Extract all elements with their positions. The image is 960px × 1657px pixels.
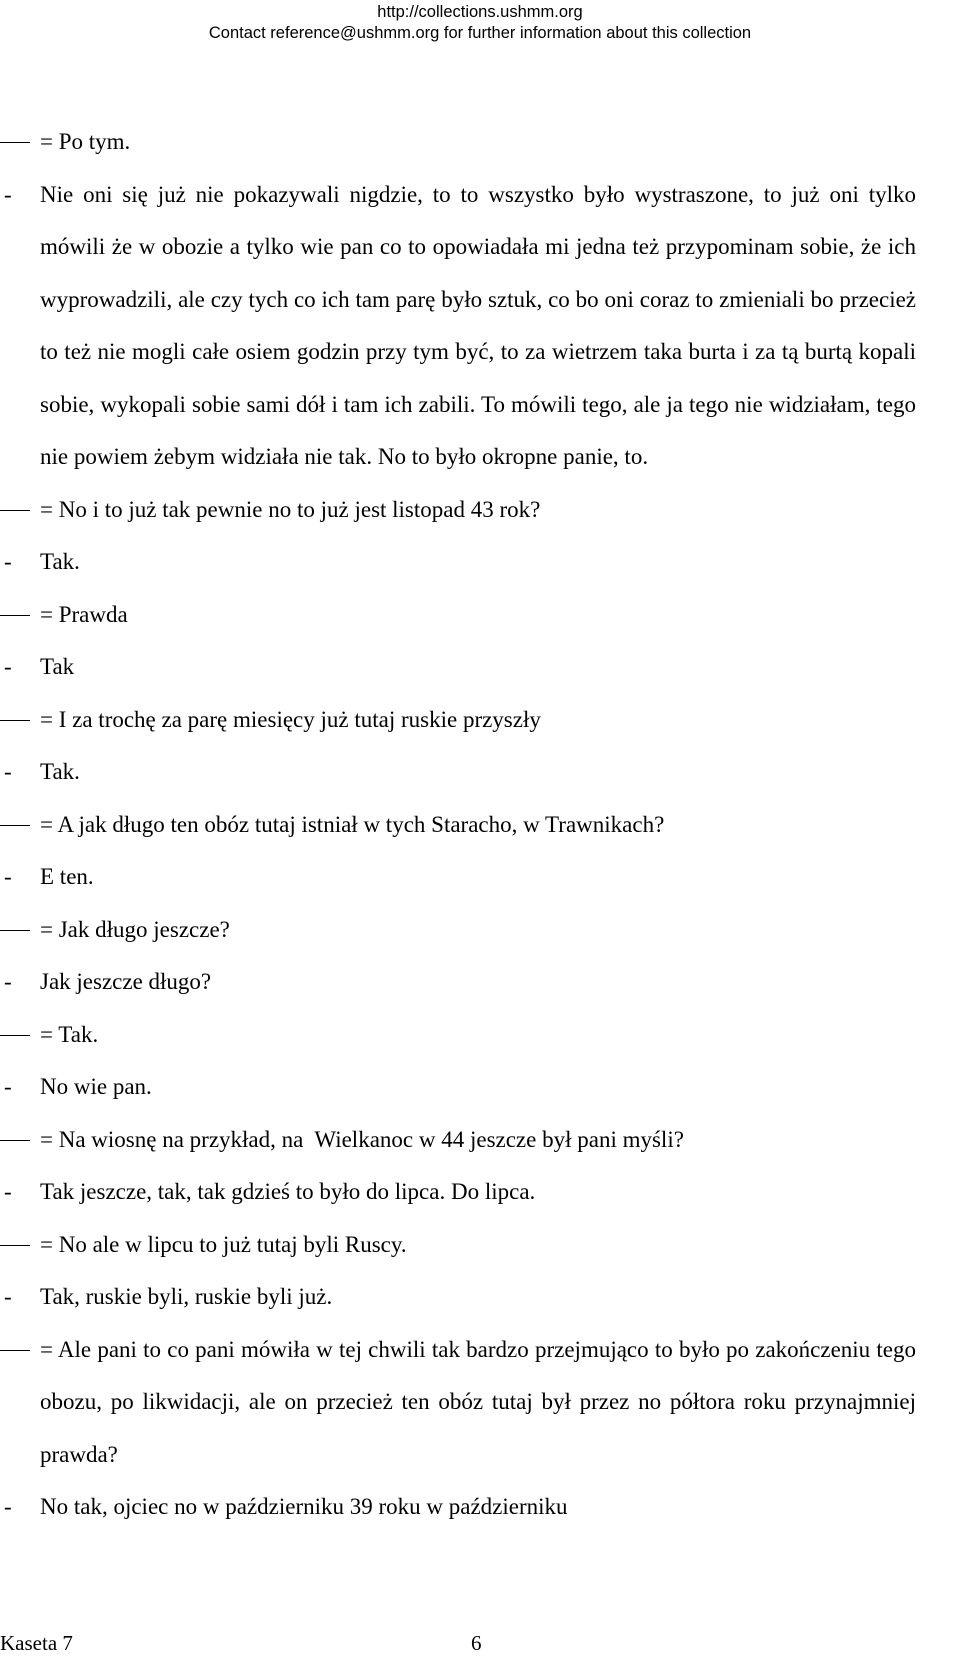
speaker-line xyxy=(0,536,916,589)
transcript-text: = Jak długo jeszcze? xyxy=(40,916,230,942)
transcript-text: Tak jeszcze, tak, tak gdzieś to było do lipca. Do lipca. xyxy=(40,1179,536,1204)
interviewee-dash-marker: - xyxy=(4,1284,12,1309)
transcript-text: No wie pan. xyxy=(40,1074,152,1099)
speaker-line xyxy=(0,1061,916,1114)
speaker-line xyxy=(0,484,916,537)
speaker-line xyxy=(0,116,916,169)
transcript-text: E ten. xyxy=(40,864,94,889)
interviewee-dash-marker: - xyxy=(4,181,12,207)
interviewee-dash-marker: - xyxy=(4,969,12,994)
transcript-text: = No i to już tak pewnie no to już jest listopad 43 rok? xyxy=(40,496,541,522)
transcript-text: = A jak długo ten obóz tutaj istniał w tych Staracho, w Trawnikach? xyxy=(40,811,665,837)
speaker-line xyxy=(0,799,916,852)
header-url: http://collections.ushmm.org xyxy=(377,3,583,21)
speaker-line xyxy=(0,694,916,747)
transcript-text: Jak jeszcze długo? xyxy=(40,969,212,994)
speaker-line xyxy=(0,746,916,799)
transcript-text: No tak, ojciec no w październiku 39 roku w październiku xyxy=(40,1494,568,1519)
interviewee-dash-marker: - xyxy=(4,549,12,574)
transcript-text: = Prawda xyxy=(40,601,128,627)
transcript-text: = No ale w lipcu to już tutaj byli Ruscy. xyxy=(40,1231,407,1257)
transcript-text: = Po tym. xyxy=(40,129,131,154)
transcript-text: Tak, ruskie byli, ruskie byli już. xyxy=(40,1284,333,1309)
speaker-line xyxy=(0,641,916,694)
speaker-line xyxy=(0,1324,916,1482)
speaker-line xyxy=(0,904,916,957)
interviewee-dash-marker: - xyxy=(4,1074,12,1099)
speaker-line xyxy=(0,589,916,642)
transcript-text: = Na wiosnę na przykład, na Wielkanoc w 44 jeszcze był pani myśli? xyxy=(40,1126,684,1152)
speaker-line xyxy=(0,1166,916,1219)
transcript-text: = Tak. xyxy=(40,1021,99,1047)
interviewee-dash-marker: - xyxy=(4,1494,12,1519)
transcript-text: = I za trochę za parę miesięcy już tutaj ruskie przyszły xyxy=(40,706,541,732)
transcript-text: Tak xyxy=(40,654,75,679)
interviewee-dash-marker: - xyxy=(4,654,12,679)
page-footer xyxy=(0,1630,960,1657)
speaker-line xyxy=(0,1481,916,1534)
header-contact: Contact reference@ushmm.org for further information about this collection xyxy=(208,24,752,42)
footer-tape-label: Kaseta 7 xyxy=(0,1631,73,1655)
speaker-line xyxy=(0,1219,916,1272)
transcript-text: Tak. xyxy=(40,549,80,574)
interviewee-dash-marker: - xyxy=(4,1179,12,1204)
transcript-body xyxy=(0,116,960,1534)
transcript-text: = Ale pani to co pani mówiła w tej chwili tak bardzo przejmująco to było po zakończeniu tego obozu, po likwidacji, ale on przecież ten obóz tutaj był przez no półtora roku przynajmniej prawda? xyxy=(40,1336,916,1467)
page-header xyxy=(0,2,960,44)
page-number: 6 xyxy=(471,1631,482,1655)
interviewee-dash-marker: - xyxy=(4,759,12,784)
interviewee-dash-marker: - xyxy=(4,864,12,889)
speaker-line xyxy=(0,956,916,1009)
transcript-text: Nie oni się już nie pokazywali nigdzie, to to wszystko było wystraszone, to już oni tylko mówili że w obozie a tylko wie pan co to opowiadała mi jedna też przypominam sobie, że ich wyprowadzili, ale czy tych co ich tam parę było sztuk, co bo oni coraz to zmieniali bo przecież to też nie mogli całe osiem godzin przy tym być, to za wietrzem taka burta i za tą burtą kopali sobie, wykopali sobie sami dół i tam ich zabili. To mówili tego, ale ja tego nie widziałam, tego nie powiem żebym widziała nie tak. No to było okropne panie, to. xyxy=(40,181,916,469)
speaker-line xyxy=(0,1009,916,1062)
speaker-line xyxy=(0,169,916,484)
speaker-line xyxy=(0,1114,916,1167)
speaker-line xyxy=(0,851,916,904)
speaker-line xyxy=(0,1271,916,1324)
transcript-text: Tak. xyxy=(40,759,80,784)
